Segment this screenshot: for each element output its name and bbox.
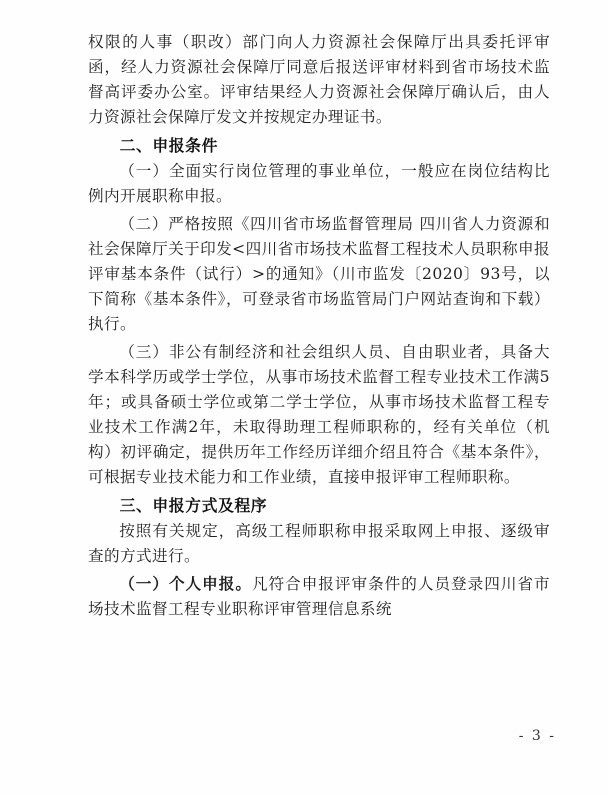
paragraph-condition-1: （一）全面实行岗位管理的事业单位，一般应在岗位结构比例内开展职称申报。 [88, 162, 550, 205]
individual-application-text: 凡符合申报评审条件的人员登录四川省市场技术监督工程专业职称评审管理信息系统 [88, 575, 551, 618]
paragraph-continuation: 权限的人事（职改）部门向人力资源社会保障厅出具委托评审函，经人力资源社会保障厅同意后报送评审材料到省市场技术监督高评委办公室。评审结果经人力资源社会保障厅确认后，由人力资源社会保障厅发文并按规定办理证书。 [88, 33, 550, 126]
section-heading-application-conditions: 二、申报条件 [119, 136, 218, 155]
paragraph-condition-2: （二）严格按照《四川省市场监督管理局 四川省人力资源和社会保障厅关于印发<四川省市场技术监督工程技术人员职称申报评审基本条件（试行）>的通知》（川市监发〔2020〕93号，以下简称《基本条件》，可登录省市场监管局门户网站查询和下载）执行。 [88, 215, 550, 333]
document-body [88, 30, 550, 622]
individual-application-lead: （一）个人申报。 [119, 575, 252, 593]
section-heading-application-procedure: 三、申报方式及程序 [119, 496, 268, 515]
paragraph-individual-application [88, 572, 550, 622]
paragraph-procedure-intro: 按照有关规定，高级工程师职称申报采取网上申报、逐级审查的方式进行。 [88, 522, 550, 565]
paragraph-condition-3: （三）非公有制经济和社会组织人员、自由职业者，具备大学本科学历或学士学位，从事市场技术监督工程专业技术工作满5年；或具备硕士学位或第二学士学位，从事市场技术监督工程专业技术工作满2年，未取得助理工程师职称的，经有关单位（机构）初评确定，提供历年工作经历详细介绍且符合《基本条件》，可根据专业技术能力和工作业绩，直接申报评审工程师职称。 [88, 343, 550, 486]
page-number: - 3 - [518, 728, 556, 744]
